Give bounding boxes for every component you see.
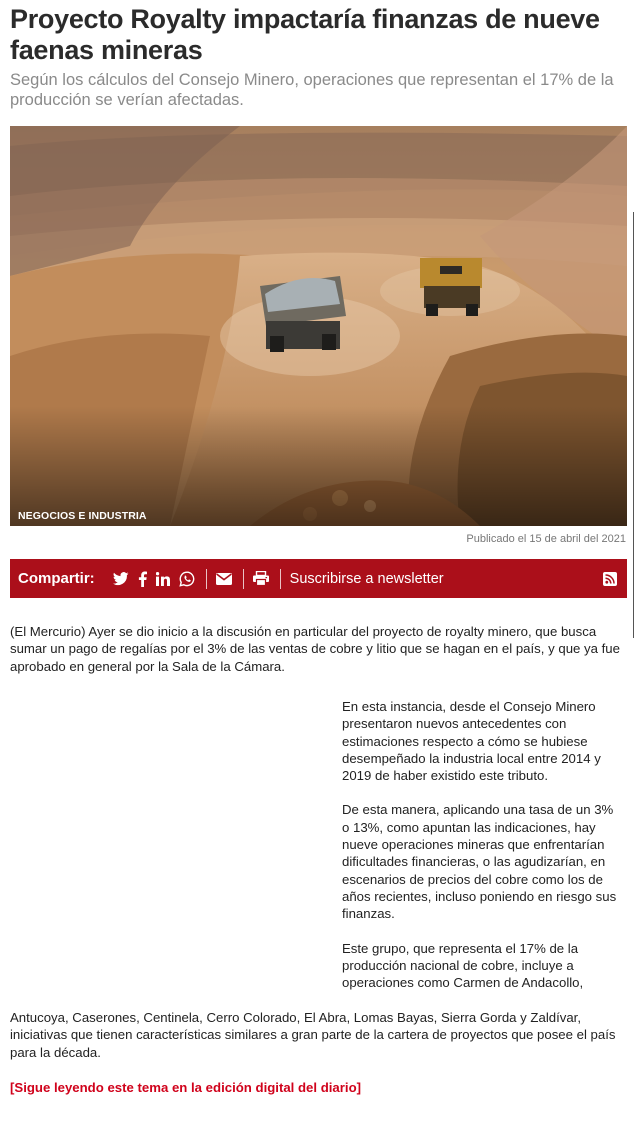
article-paragraph: Este grupo, que representa el 17% de la producción nacional de cobre, incluye a operaciones como Carmen de Andacollo, [342, 940, 584, 991]
mining-trucks-photo [10, 126, 627, 526]
email-icon[interactable] [216, 569, 232, 589]
linkedin-icon[interactable] [156, 569, 170, 589]
facebook-icon[interactable] [138, 569, 147, 589]
print-icon[interactable] [253, 569, 269, 589]
article-headline: Proyecto Royalty impactaría finanzas de nueve faenas mineras [10, 4, 600, 65]
read-more-link[interactable]: [Sigue leyendo este tema en la edición digital del diario] [10, 1080, 362, 1095]
article-subheadline: Según los cálculos del Consejo Minero, operaciones que representan el 17% de la producción se verían afectadas. [10, 71, 614, 109]
share-separator [280, 569, 281, 589]
newsletter-link[interactable]: Suscribirse a newsletter [289, 570, 444, 587]
hero-image [10, 126, 627, 526]
twitter-icon[interactable] [113, 569, 129, 589]
whatsapp-icon[interactable] [179, 569, 195, 589]
rss-icon[interactable] [603, 569, 617, 589]
article-column [342, 698, 624, 991]
article-paragraph: De esta manera, aplicando una tasa de un 3% o 13%, como apuntan las indicaciones, hay nueve operaciones mineras que enfrentarían dificultades financieras, o las agudizarían, en escenarios de precios del cobre como los de años recientes, incluso poniendo en riesgo sus finanzas. [342, 802, 617, 922]
share-separator [206, 569, 207, 589]
scrollbar-edge[interactable] [633, 212, 634, 638]
category-tag[interactable]: NEGOCIOS E INDUSTRIA [18, 510, 147, 522]
publish-date: Publicado el 15 de abril del 2021 [466, 533, 626, 545]
share-label: Compartir: [18, 570, 95, 587]
share-separator [243, 569, 244, 589]
share-bar [10, 559, 627, 598]
article-paragraph: (El Mercurio) Ayer se dio inicio a la discusión en particular del proyecto de royalty minero, que busca sumar un pago de regalías por el 3% de las ventas de cobre y litio que se hagan en el país, y que ya fue aprobado en general por la Sala de la Cámara. [10, 624, 620, 674]
article-paragraph: En esta instancia, desde el Consejo Minero presentaron nuevos antecedentes con estimaciones respecto a cómo se hubiese desempeñado la industria local entre 2014 y 2019 de haber existido este tributo. [342, 699, 601, 784]
article-paragraph: Antucoya, Caserones, Centinela, Cerro Colorado, El Abra, Lomas Bayas, Sierra Gorda y Zaldívar, iniciativas que tienen características similares a gran parte de la cartera de proyectos que posee el país para la década. [10, 1010, 616, 1060]
